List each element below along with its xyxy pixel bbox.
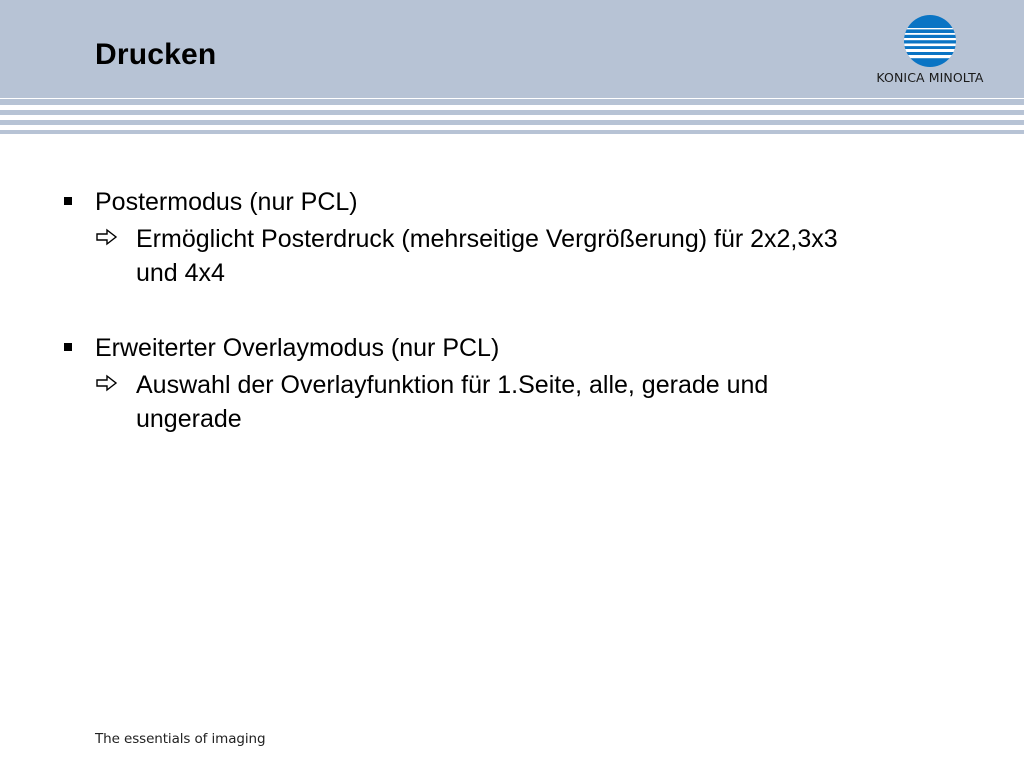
header-stripes bbox=[0, 98, 1024, 142]
arrow-right-icon bbox=[96, 228, 118, 246]
sub-list-item bbox=[60, 368, 856, 436]
sub-list-item-label: Auswahl der Overlayfunktion für 1.Seite, alle, gerade und ungerade bbox=[136, 371, 769, 433]
slide-title: Drucken bbox=[95, 38, 217, 71]
stripe bbox=[0, 130, 1024, 134]
list-item-label: Erweiterter Overlaymodus (nur PCL) bbox=[95, 334, 500, 362]
stripe bbox=[0, 110, 1024, 115]
square-bullet-icon bbox=[64, 343, 72, 351]
arrow-right-icon bbox=[96, 374, 118, 392]
konica-minolta-logo bbox=[868, 14, 992, 90]
sub-list-item bbox=[60, 222, 856, 290]
globe-logo-icon bbox=[900, 14, 960, 68]
list-item bbox=[60, 184, 940, 220]
stripe bbox=[0, 120, 1024, 125]
bullet-list bbox=[60, 184, 940, 436]
sub-list-item-label: Ermöglicht Posterdruck (mehrseitige Vergrößerung) für 2x2,3x3 und 4x4 bbox=[136, 225, 838, 287]
footer-tagline: The essentials of imaging bbox=[95, 731, 266, 747]
stripe bbox=[0, 99, 1024, 105]
logo-wordmark: KONICA MINOLTA bbox=[876, 70, 984, 85]
list-item bbox=[60, 330, 940, 366]
square-bullet-icon bbox=[64, 197, 72, 205]
list-item-label: Postermodus (nur PCL) bbox=[95, 188, 358, 216]
